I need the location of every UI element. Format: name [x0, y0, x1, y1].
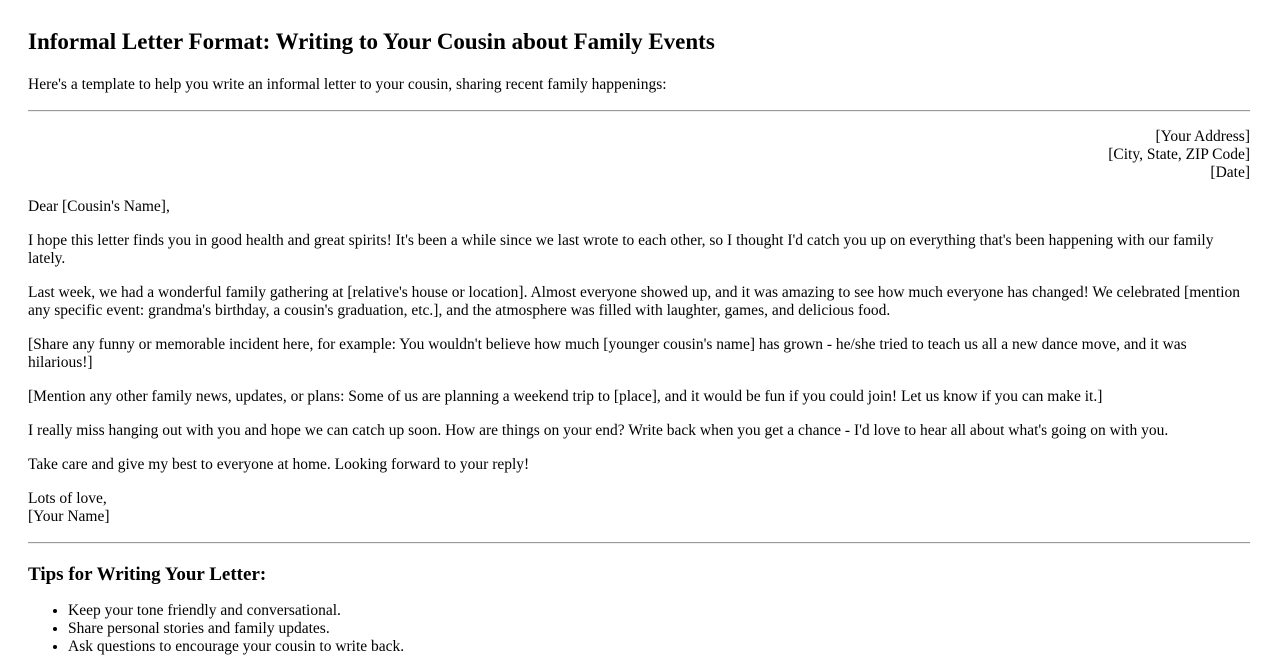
intro-text: Here's a template to help you write an informal letter to your cousin, sharing recent family happenings: — [28, 76, 667, 93]
letter-paragraph: Last week, we had a wonderful family gathering at [relative's house or location]. Almost everyone showed up, and it was amazing to see how much everyone has changed! We celebrated [mention any specific event: grandma's birthday, a cousin's graduation, etc.], and the atmosphere was filled with laughter, games, and delicious food. — [28, 284, 1241, 319]
tip-item: • Ask questions to encourage your cousin to write back. — [68, 638, 1250, 656]
letter-paragraph: I hope this letter finds you in good health and great spirits! It's been a while since we last wrote to each other, so I thought I'd catch you up on everything that's been happening with our family lately. — [28, 232, 1214, 267]
tip-item: • Keep your tone friendly and conversational. — [68, 602, 1250, 620]
city-state-zip-line: [City, State, ZIP Code] — [1108, 146, 1250, 163]
date-line: [Date] — [1210, 164, 1250, 181]
letter-signoff: Lots of love, — [28, 490, 107, 507]
letter-greeting: Dear [Cousin's Name], — [28, 198, 170, 215]
letter-closing — [28, 490, 1250, 526]
sender-address — [28, 128, 1250, 182]
page-title: Informal Letter Format: Writing to Your Cousin about Family Events — [28, 29, 715, 54]
letter-paragraph: [Mention any other family news, updates, or plans: Some of us are planning a weekend trip to [place], and it would be fun if you could join! Let us know if you can make it.] — [28, 388, 1103, 405]
bottom-divider — [28, 542, 1250, 544]
letter-signature: [Your Name] — [28, 508, 110, 525]
letter-paragraph: [Share any funny or memorable incident here, for example: You wouldn't believe how much [younger cousin's name] has grown - he/she tried to teach us all a new dance move, and it was hilarious!] — [28, 336, 1187, 371]
top-divider — [28, 110, 1250, 112]
tip-item: • Share personal stories and family updates. — [68, 620, 1250, 638]
letter-paragraph: I really miss hanging out with you and hope we can catch up soon. How are things on your end? Write back when you get a chance - I'd love to hear all about what's going on with you. — [28, 422, 1169, 439]
tips-list — [28, 602, 1250, 656]
letter-paragraph: Take care and give my best to everyone at home. Looking forward to your reply! — [28, 456, 530, 473]
tips-heading: Tips for Writing Your Letter: — [28, 564, 267, 585]
address-line: [Your Address] — [1155, 128, 1250, 145]
